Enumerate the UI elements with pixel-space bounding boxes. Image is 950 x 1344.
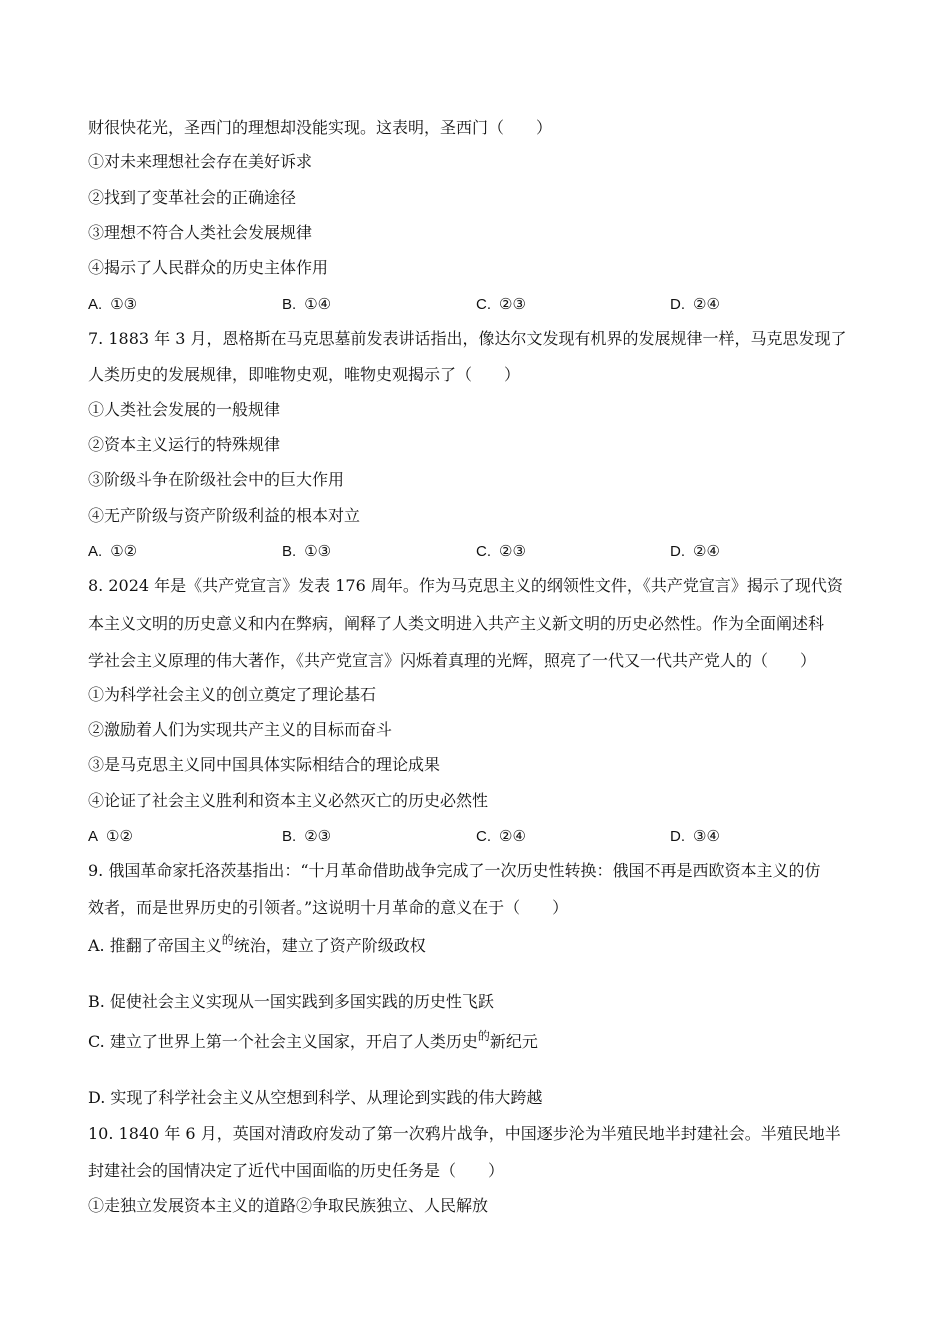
q8-stem-line-3: 学社会主义原理的伟大著作，《共产党宣言》闪烁着真理的光辉，照亮了一代又一代共产党人的（ ）: [88, 651, 817, 670]
q6-option-a[interactable]: A. ①③: [88, 295, 138, 313]
q6-item-1: ①对未来理想社会存在美好诉求: [88, 152, 313, 171]
q8-option-b[interactable]: B. ②③: [282, 827, 332, 845]
q6-option-d[interactable]: D. ②④: [670, 295, 720, 313]
q7-option-b[interactable]: B. ①③: [282, 542, 332, 560]
q6-option-b[interactable]: B. ①④: [282, 295, 332, 313]
q6-item-3: ③理想不符合人类社会发展规律: [88, 223, 313, 242]
q8-option-a[interactable]: A ①②: [88, 827, 133, 845]
q8-option-d[interactable]: D. ③④: [670, 827, 720, 845]
q8-option-c[interactable]: C. ②④: [476, 827, 526, 845]
q7-option-d[interactable]: D. ②④: [670, 542, 720, 560]
q7-option-c[interactable]: C. ②③: [476, 542, 526, 560]
q8-item-3: ③是马克思主义同中国具体实际相结合的理论成果: [88, 755, 441, 774]
q6-stem: 财很快花光，圣西门的理想却没能实现。这表明，圣西门（ ）: [88, 118, 553, 137]
q6-item-4: ④揭示了人民群众的历史主体作用: [88, 258, 329, 277]
q7-item-2: ②资本主义运行的特殊规律: [88, 435, 281, 454]
q8-stem-line-1: 8. 2024 年是《共产党宣言》发表 176 周年。作为马克思主义的纲领性文件，《共产党宣言》揭示了现代资: [88, 576, 843, 595]
q9-option-c[interactable]: C. 建立了世界上第一个社会主义国家，开启了人类历史$^的$新纪元: [88, 1029, 538, 1051]
q9-stem-line-2: 效者，而是世界历史的引领者。”这说明十月革命的意义在于（ ）: [88, 898, 569, 917]
q6-option-c[interactable]: C. ②③: [476, 295, 526, 313]
q7-item-4: ④无产阶级与资产阶级利益的根本对立: [88, 506, 361, 525]
q7-item-1: ①人类社会发展的一般规律: [88, 400, 281, 419]
q9-option-d[interactable]: D. 实现了科学社会主义从空想到科学、从理论到实践的伟大跨越: [88, 1088, 543, 1107]
q9-option-b[interactable]: B. 促使社会主义实现从一国实践到多国实践的历史性飞跃: [88, 992, 494, 1011]
q8-item-2: ②激励着人们为实现共产主义的目标而奋斗: [88, 720, 393, 739]
q9-option-a[interactable]: A. 推翻了帝国主义$^的$统治，建立了资产阶级政权: [88, 933, 426, 955]
q9-stem-line-1: 9. 俄国革命家托洛茨基指出：“十月革命借助战争完成了一次历史性转换：俄国不再是西欧资本主义的仿: [88, 861, 821, 880]
q8-item-4: ④论证了社会主义胜利和资本主义必然灭亡的历史必然性: [88, 791, 489, 810]
q7-option-a[interactable]: A. ①②: [88, 542, 138, 560]
q8-item-1: ①为科学社会主义的创立奠定了理论基石: [88, 685, 377, 704]
q10-stem-line-1: 10. 1840 年 6 月，英国对清政府发动了第一次鸦片战争，中国逐步沦为半殖民地半封建社会。半殖民地半: [88, 1124, 841, 1143]
q10-stem-line-2: 封建社会的国情决定了近代中国面临的历史任务是（ ）: [88, 1161, 505, 1180]
q6-item-2: ②找到了变革社会的正确途径: [88, 188, 297, 207]
q7-stem-line-1: 7. 1883 年 3 月，恩格斯在马克思墓前发表讲话指出，像达尔文发现有机界的发展规律一样，马克思发现了: [88, 329, 847, 348]
q8-stem-line-2: 本主义文明的历史意义和内在弊病，阐释了人类文明进入共产主义新文明的历史必然性。作为全面阐述科: [88, 614, 825, 633]
q7-item-3: ③阶级斗争在阶级社会中的巨大作用: [88, 470, 345, 489]
q7-stem-line-2: 人类历史的发展规律，即唯物史观，唯物史观揭示了（ ）: [88, 365, 521, 384]
q10-items: ①走独立发展资本主义的道路②争取民族独立、人民解放: [88, 1196, 489, 1215]
